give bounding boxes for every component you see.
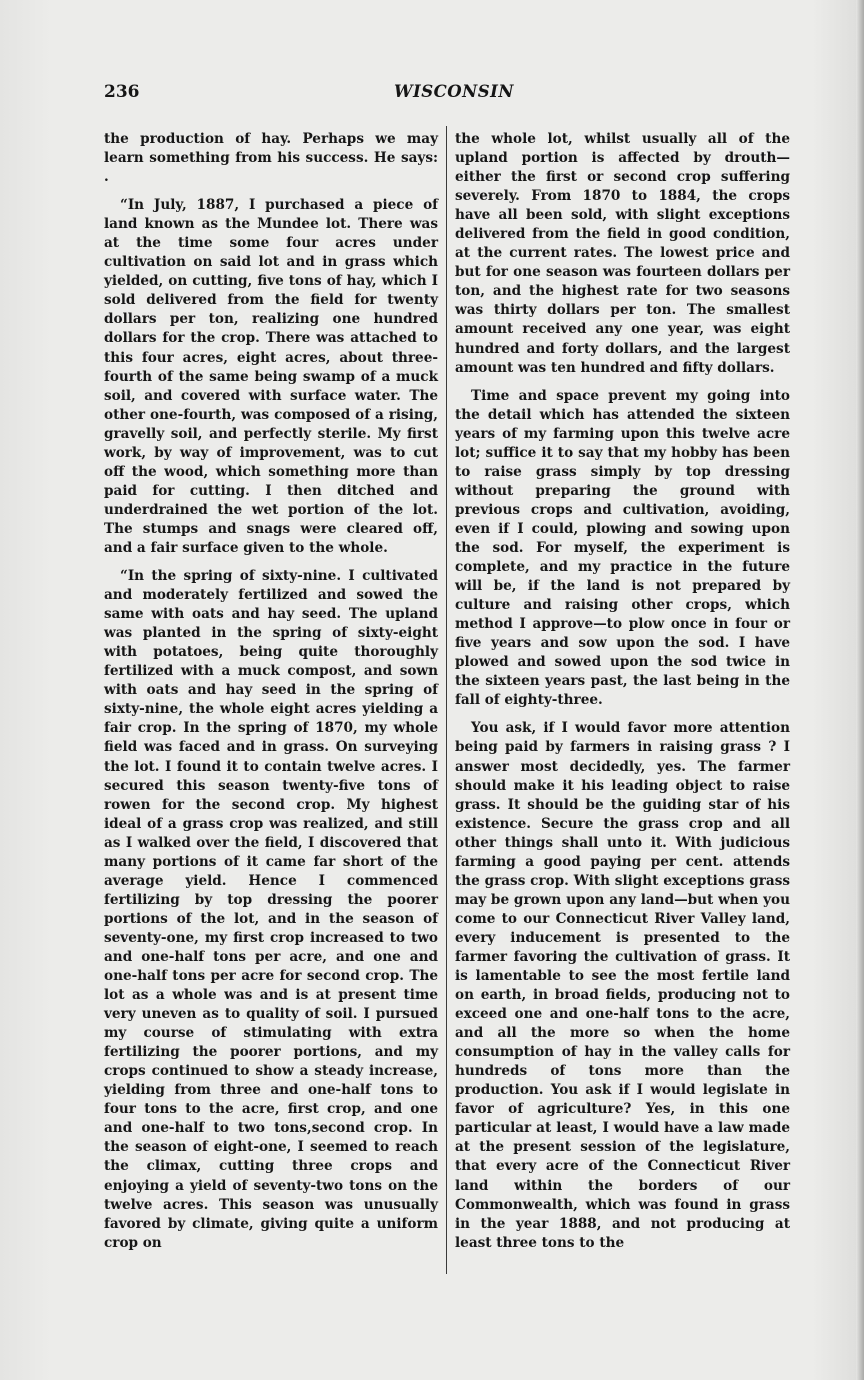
page-number: 236: [104, 82, 140, 102]
paragraph: the production of hay. Perhaps we may learn something from his success. He says: .: [104, 131, 438, 186]
left-column: [104, 130, 438, 1262]
paragraph: “In July, 1887, I purchased a piece of land known as the Mundee lot. There was at the time some four acres under cultivation on said lot and in grass which yielded, on cutting, five tons of hay, which I sold delivered from the field for twenty dollars per ton, realizing one hundred dollars for the crop. There was attached to this four acres, eight acres, about three-fourth of the same being swamp of a muck soil, and covered with surface water. The other one-fourth, was composed of a rising, gravelly soil, and perfectly sterile. My first work, by way of improvement, was to cut off the wood, which something more than paid for cutting. I then ditched and underdrained the wet portion of the lot. The stumps and snags were cleared off, and a fair surface given to the whole.: [104, 197, 438, 556]
paragraph: You ask, if I would favor more attention being paid by farmers in raising grass ? I answer most decidedly, yes. The farmer should make it his leading object to raise grass. It should be the guiding star of his existence. Secure the grass crop and all other things shall unto it. With judicious farming a good paying per cent. attends the grass crop. With slight exceptions grass may be grown upon any land—but when you come to our Connecticut River Valley land, every inducement is presented to the farmer favoring the cultivation of grass. It is lamentable to see the most fertile land on earth, in broad fields, producing not to exceed one and one-half tons to the acre, and all the more so when the home consumption of hay in the valley calls for hundreds of tons more than the production. You ask if I would legislate in favor of agriculture? Yes, in this one particular at least, I would have a law made at the present session of the legislature, that every acre of the Connecticut River land within the borders of our Commonwealth, which was found in grass in the year 1888, and not producing at least three tons to the: [455, 720, 790, 1251]
page-edge-shadow: [856, 0, 864, 1380]
running-head: WISCONSIN: [394, 82, 514, 101]
right-column: [455, 130, 790, 1262]
paragraph: Time and space prevent my going into the detail which has attended the sixteen years of my farming upon this twelve acre lot; suffice it to say that my hobby has been to raise grass simply by top dressing without preparing the ground with previous crops and cultivation, avoiding, even if I could, plowing and sowing upon the sod. For myself, the experiment is complete, and my practice in the future will be, if the land is not prepared by culture and raising other crops, which method I approve—to plow once in four or five years and sow upon the sod. I have plowed and sowed upon the sod twice in the sixteen years past, the last being in the fall of eighty-three.: [455, 387, 790, 709]
column-divider: [446, 126, 447, 1274]
page-header: [104, 82, 804, 106]
paragraph: “In the spring of sixty-nine. I cultivated and moderately fertilized and sowed the same with oats and hay seed. The upland was planted in the spring of sixty-eight with potatoes, being quite thoroughly fertilized with a muck compost, and sown with oats and hay seed in the spring of sixty-nine, the whole eight acres yielding a fair crop. In the spring of 1870, my whole field was faced and in grass. On surveying the lot. I found it to contain twelve acres. I secured this season twenty-five tons of rowen for the second crop. My highest ideal of a grass crop was realized, and still as I walked over the field, I discovered that many portions of it came far short of the average yield. Hence I commenced fertilizing by top dressing the poorer portions of the lot, and in the season of seventy-one, my first crop increased to two and one-half tons per acre, and one and one-half tons per acre for second crop. The lot as a whole was and is at present time very uneven as to quality of soil. I pursued my course of stimulating with extra fertilizing the poorer portions, and my crops continued to show a steady increase, yielding from three and one-half tons to four tons to the acre, first crop, and one and one-half to two tons,second crop. In the season of eight-one, I seemed to reach the climax, cutting three crops and enjoying a yield of seventy-two tons on the twelve acres. This season was unusually favored by climate, giving quite a uniform crop on: [104, 568, 438, 1251]
paragraph: the whole lot, whilst usually all of the upland portion is affected by drouth—either the first or second crop suffering severely. From 1870 to 1884, the crops have all been sold, with slight exceptions delivered from the field in good condition, at the current rates. The lowest price and but for one season was fourteen dollars per ton, and the highest rate for two seasons was thirty dollars per ton. The smallest amount received any one year, was eight hundred and forty dollars, and the largest amount was ten hundred and fifty dollars.: [455, 131, 790, 376]
